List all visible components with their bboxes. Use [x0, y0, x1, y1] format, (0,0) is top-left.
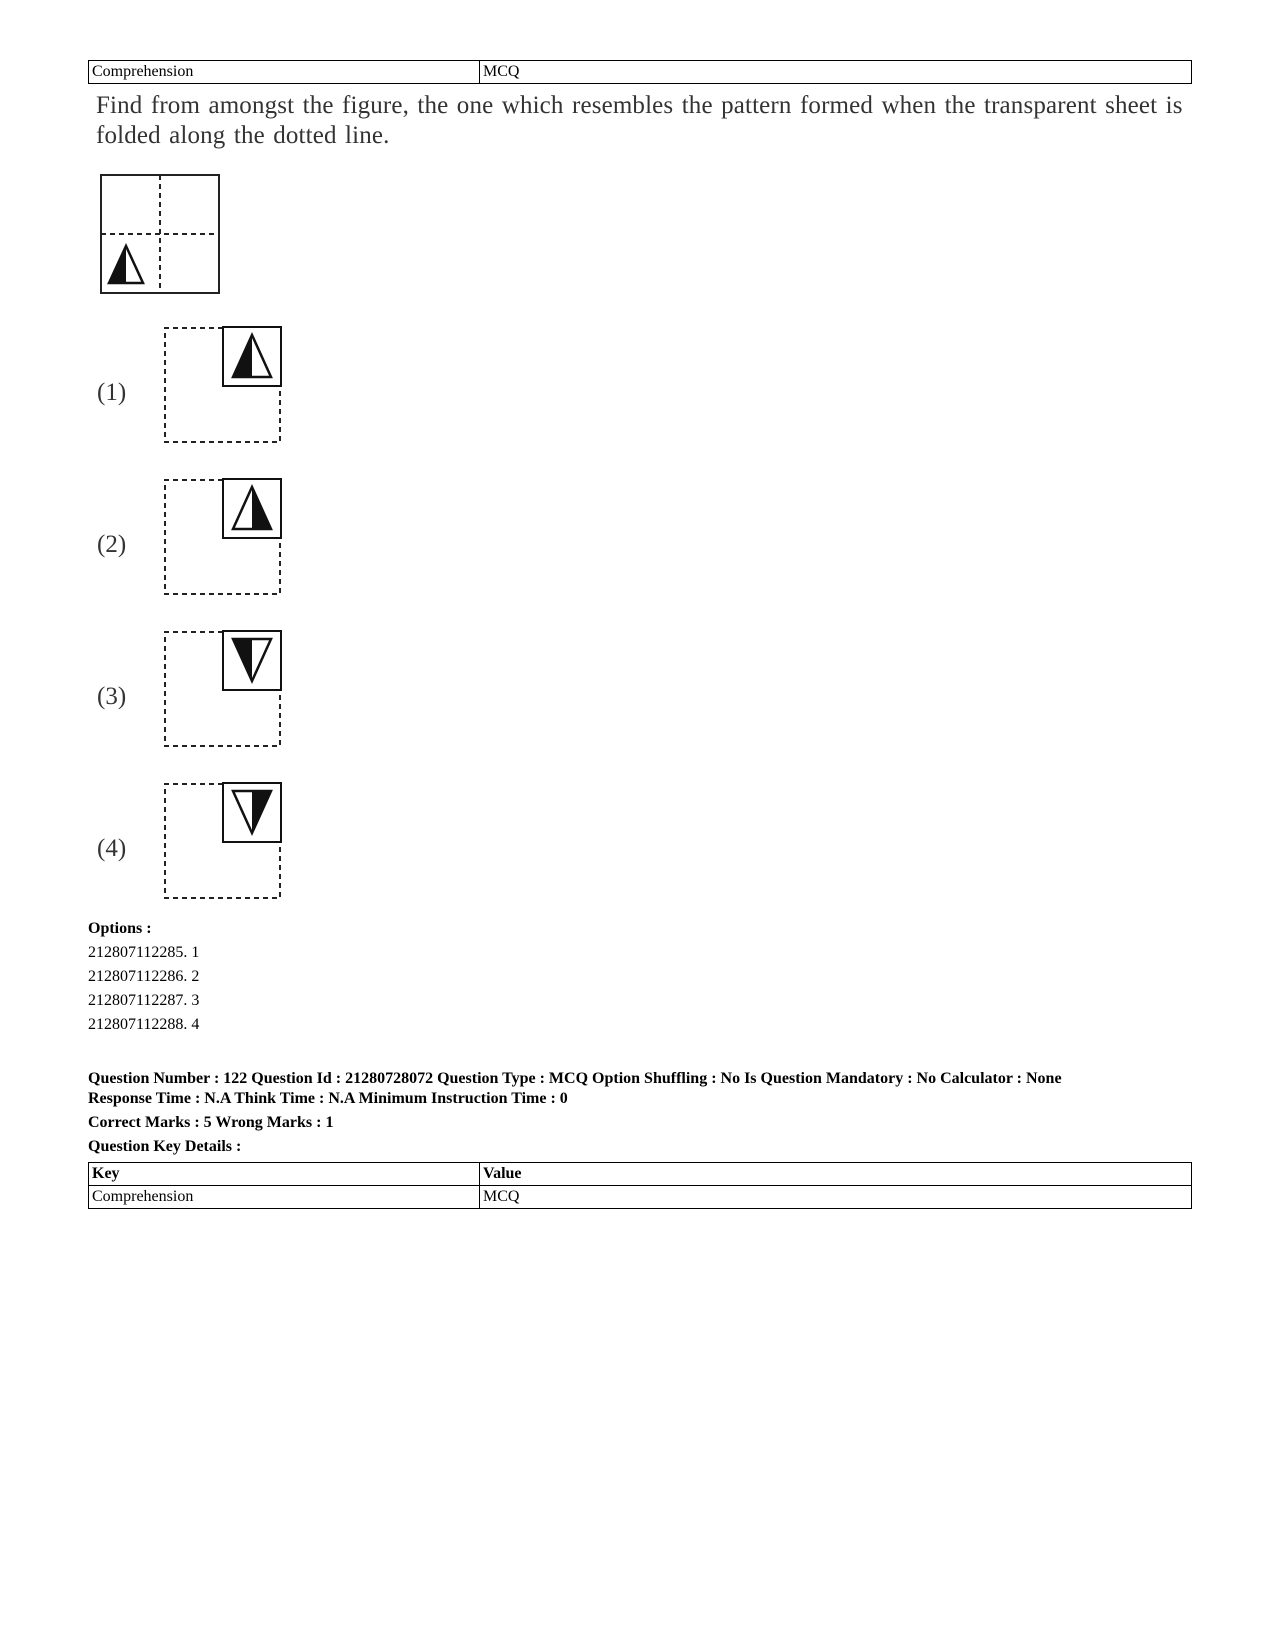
meta-line-1: Question Number : 122 Question Id : 21280728072 Question Type : MCQ Option Shuffling : No Is Question Mandatory : No Calculator : None: [88, 1070, 1062, 1087]
table-row: [89, 61, 1192, 84]
figure-option-label: (2): [97, 531, 127, 558]
figure-option-label: (1): [97, 379, 127, 406]
table-cell-key: Comprehension: [89, 61, 480, 84]
figure-option-2: [162, 477, 284, 599]
key-details-title: Question Key Details :: [88, 1138, 242, 1155]
figure-option-4: [162, 781, 284, 903]
figure-option-3: [162, 629, 284, 751]
option-item[interactable]: 212807112286. 2: [88, 968, 200, 985]
marks-line: Correct Marks : 5 Wrong Marks : 1: [88, 1114, 334, 1131]
option-item[interactable]: 212807112288. 4: [88, 1016, 200, 1033]
figure-option-label: (4): [97, 835, 127, 862]
row-key: Comprehension: [89, 1186, 480, 1209]
key-table-header: [88, 1162, 1192, 1185]
table-cell-value: MCQ: [480, 61, 1192, 84]
meta-line-2: Response Time : N.A Think Time : N.A Minimum Instruction Time : 0: [88, 1090, 568, 1107]
key-table-body: [88, 1185, 1192, 1209]
top-key-value-table: [88, 60, 1192, 84]
figure-option-label: (3): [97, 683, 127, 710]
table-row: [89, 1163, 1192, 1186]
row-value: MCQ: [480, 1186, 1192, 1209]
table-row: [89, 1186, 1192, 1209]
figure-option-1: [162, 325, 284, 447]
options-title: Options :: [88, 920, 152, 937]
question-text: Find from amongst the figure, the one which resembles the pattern formed when the transparent sheet is folded along the dotted line.: [96, 92, 1183, 149]
option-item[interactable]: 212807112287. 3: [88, 992, 200, 1009]
header-value: Value: [480, 1163, 1192, 1186]
question-meta: [88, 1069, 1208, 1157]
question-figure: [100, 174, 222, 296]
header-key: Key: [89, 1163, 480, 1186]
options-block: [88, 917, 199, 1037]
option-item[interactable]: 212807112285. 1: [88, 944, 200, 961]
